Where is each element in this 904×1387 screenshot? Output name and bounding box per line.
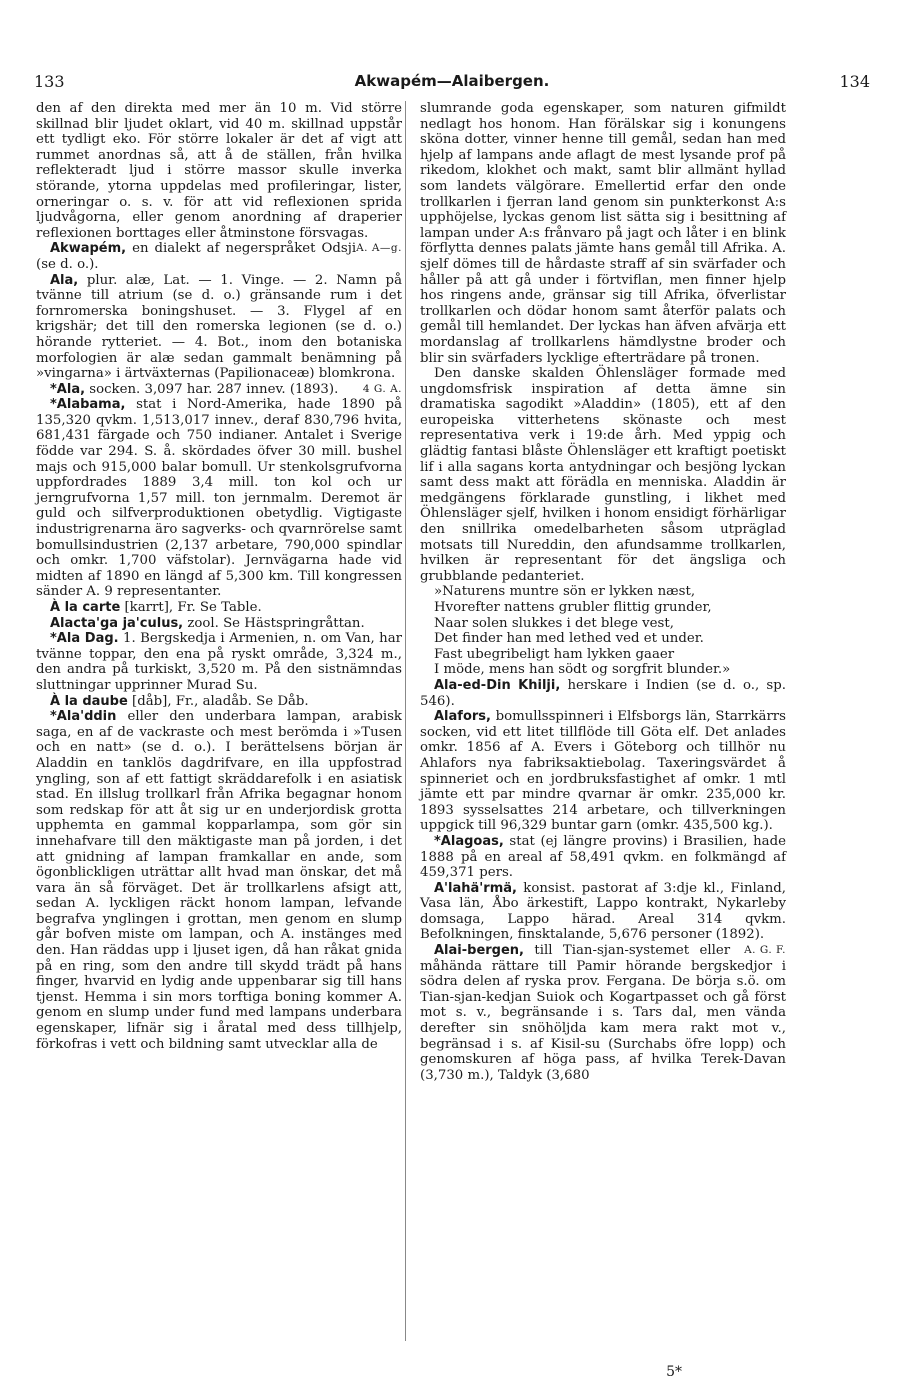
entry-alabama: *Alabama, stat i Nord-Amerika, hade 1890 på 135,320 qvkm. 1,513,017 innev., deraf 830,796 hvita, 681,431 färgade och 750 indianer. Antalet i Sverige födde var 294. S. å. skördades öfver 30 mill. bushel majs och 915,000 balar bomull. Ur stenkolsgrufvorna uppfordrades 1889 3,4 mill. ton kol och ur jerngrufvorna 1,57 mill. ton jernmalm. Deremot är guld och silfverproduktionen obetydlig. Vigtigaste industrigrenarna äro sagverks- och qvarnrörelse samt bomullsindustrien (2,137 arbetare, 790,000 spindlar och omkr. 1,700 väfstolar). Jernvägarna hade vid midten af 1890 en längd af 5,300 km. Till kongressen sänder A. 9 representanter. [36, 397, 402, 600]
entry-a-la-carte: À la carte [karrt], Fr. Se Table. [50, 600, 262, 615]
entry-a-la-daube: À la daube [dåb], Fr., aladåb. Se Dåb. [50, 693, 309, 709]
poem-line: I möde, mens han södt og sorgfrit blunder.» [434, 662, 731, 678]
entry-ala: Ala, plur. alæ, Lat. — 1. Vinge. — 2. Namn på tvänne till atrium (se d. o.) gränsande rum i det fornromerska boningshuset. — 3. Flygel af en krigshär; det till den romerska legionen (se d. o.) hörande rytteriet. — 4. Bot., inom den botaniska morfologien är alæ sedan gammalt benämning på »vingarna» i ärtväxternas (Papilionaceæ) blomkrona. 4 G. A. [36, 273, 402, 382]
signature-mark: 5* [666, 1364, 682, 1380]
headword: *Ala Dag. [50, 631, 119, 647]
continued-paragraph: slumrande goda egenskaper, som naturen gifmildt nedlagt hos honom. Han förälskar sig i konungens sköna dotter, vinner henne till gemål, sedan han med hjelp af lampans ande aflagt de mest lysande prof på rikedom, klokhet och makt, samt blir allmänt hyllad som landets välgörare. Emellertid erfar den onde trollkarlen i fjerran land genom sin punkterkonst A:s upphöjelse, lyckas genom list sätta sig i besittning af lampan under A:s frånvaro på jagt och låter i en blink förflytta dennes palats jämte hans gemål till Afrika. A. sjelf dömes till de hårdaste straff af sin svärfader och håller på att gå under i förtviflan, men finner hjelp hos ringens ande, gränsar sig till Afrika, öfverlistar trollkarlen och dödar honom samt återför palats och gemål till hemlandet. Der lyckas han äfven afvärja ett mordanslag af trollkarlens hämdlystne broder och blir sin svärfaders lycklige efterträdare på tronen. [420, 101, 786, 366]
headword: *Ala'ddin [50, 709, 117, 725]
headword: *Alabama, [50, 397, 126, 413]
author-signature: A. G. F. [744, 944, 786, 957]
headword: *Ala, [50, 381, 86, 397]
entry-alaharma: A'lahä'rmä, konsist. pastorat af 3:dje kl., Finland, Vasa län, Åbo ärkestift, Lappo kontrakt, Nykarleby domsaga, Lappo härad. Areal 314 qvkm. Befolkningen, finsktalande, 5,676 personer (1892). A. G. F. [420, 881, 786, 943]
headword: Ala, [50, 272, 79, 288]
headword: A'lahä'rmä, [434, 880, 517, 896]
page-number-right: 134 [839, 72, 870, 91]
column-divider [405, 101, 406, 1341]
author-signature: 4 G. A. [362, 382, 402, 395]
headword: Alai-bergen, [434, 943, 524, 959]
continued-paragraph: den af den direkta med mer än 10 m. Vid större skillnad blir ljudet oklart, vid 40 m. skillnad uppstår ett tydligt eko. För större lokaler är det af vigt att rummet anordnas så, att å de ställen, från hvilka reflekteradt ljud i större massor skulle inverka störande, ytorna uppdelas med profileringar, lister, orneringar o. s. v. för att vid reflexionen sprida ljudvågorna, eller genom anordning af draperier reflexionen borttages eller åtminstone försvagas. A. A—g. [36, 101, 402, 241]
entry-alafors: Alafors, bomullsspinneri i Elfsborgs län, Starrkärrs socken, vid ett litet tillflöde till Göta elf. Det anlades omkr. 1856 af A. Evers i Göteborg och tillhör nu Ahlafors nya fabriksaktiebolag. Taxeringsvärdet å spinneriet och en jordbruksfastighet af omkr. 1 mtl jämte ett par mindre qvarnar är omkr. 235,000 kr. 1893 sysselsattes 214 arbetare, och tillverkningen uppgick till 96,329 buntar garn (omkr. 435,500 kg.). [420, 709, 786, 834]
entry-alagoas: *Alagoas, stat (ej längre provins) i Brasilien, hade 1888 på en areal af 58,491 qvkm. en folkmängd af 459,371 pers. [420, 833, 786, 881]
page-header [34, 72, 870, 98]
page-number-left: 133 [34, 72, 65, 91]
entry-alactaga: Alacta'ga ja'culus, zool. Se Hästspringråttan. [50, 615, 365, 631]
right-column [420, 101, 786, 1083]
left-column [36, 101, 402, 1052]
poem-line: Hvorefter nattens grubler flittig grunder, [434, 600, 712, 615]
headword: À la daube [50, 693, 128, 709]
headword: *Alagoas, [434, 833, 504, 849]
poem-line: »Naturens muntre sön er lykken næst, [434, 584, 696, 600]
poem-line: Det finder han med lethed ved et under. [434, 631, 704, 647]
entry-aladdin: *Ala'ddin eller den underbara lampan, arabisk saga, en af de vackraste och mest berömda i »Tusen och en natt» (se d. o.). I berättelsens början är Aladdin en tanklös dagdrifvare, en illa uppfostrad yngling, son af ett fattigt skräddarefolk i en asiatisk stad. En illslug trollkarl från Afrika begagnar honom som redskap för att åt sig ur en underjordisk grotta upphemta en gammal kopparlampa, som gör sin innehafvare till den mäktigaste man på jorden, i det att gnidning af lampan framkallar en ande, som ögonblickligen uträttar allt hvad man önskar, det må vara än så förväget. Det är trollkarlens afsigt att, sedan A. lyckligen räckt honom lampan, lefvande begrafva ynglingen i grottan, men genom en slump går bofven miste om lampan, och A. instänges med den. Han räddas upp i ljuset igen, då han råkat gnida på en ring, som den andre till skydd trädt på hans finger, hvarvid en lydig ande uppenbarar sig till hans tjenst. Hemma i sin mors torftiga boning kommer A. genom en slump under fund med lampans underbara egenskaper, lifnär sig i åratal med dess tillhjelp, förkofras i vett och bildning samt utvecklar alla de [36, 709, 402, 1052]
entry-ala-socken: *Ala, socken. 3,097 har. 287 innev. (1893). [50, 381, 339, 397]
headword: Ala-ed-Din Khilji, [434, 677, 561, 693]
poem-quote [420, 584, 786, 678]
headword: Akwapém, [50, 241, 127, 257]
entry-akwapem: Akwapém, en dialekt af negerspråket Odsji (se d. o.). [36, 241, 357, 272]
poem-line: Naar solen slukkes i det blege vest, [434, 615, 674, 631]
author-signature: A. A—g. [356, 242, 402, 255]
paragraph-ohlenslager: Den danske skalden Öhlensläger formade med ungdomsfrisk inspiration af detta ämne sin dramatiska sagodikt »Aladdin» (1805), ett af den europeiska vitterhetens skönaste och mest representativa verk i 19:de årh. Med yppig och glädtig fantasi blåste Öhlensläger ett kraftigt poetiskt lif i alla sagans korta antydningar och besjöng lyckan samt dess makt att förädla en menniska. Aladdin är medgängens förklarade gunstling, i likhet med Öhlensläger sjelf, hvilken i honom ensidigt förhärligar den snillrika omedelbarheten såsom utpräglad motsats till Nureddin, den afundsamme trollkarlen, hvilken är representant för det ängsliga och grubblande pedanteriet. [420, 366, 786, 584]
entry-ala-dag: *Ala Dag. 1. Bergskedja i Armenien, n. om Van, har tvänne toppar, den ena på ryskt område, 3,324 m., den andra på turkiskt, 3,520 m. På den sistnämndas sluttningar upprinner Murad Su. [36, 631, 403, 693]
headword: Alafors, [434, 709, 491, 725]
headword: À la carte [50, 600, 121, 615]
headword: Alacta'ga ja'culus, [50, 615, 184, 631]
entry-alai-bergen: Alai-bergen, till Tian-sjan-systemet eller måhända rättare till Pamir hörande bergskedjor i södra delen af ryska prov. Fergana. De börja s.ö. om Tian-sjan-kedjan Suiok och Kogartpasset och gå först mot s. v., begränsande i s. Tars dal, men vända derefter sin snöhöljda kam mera rakt mot v., begränsad i s. af Kisil-su (Surchabs öfre lopp) och genomskuren af höga pass, af hvilka Terek-Davan (3,730 m.), Taldyk (3,680 [420, 943, 786, 1083]
poem-line: Fast ubegribeligt ham lykken gaaer [434, 646, 675, 662]
running-title: Akwapém—Alaibergen. [354, 72, 550, 90]
entry-ala-ed-din: Ala-ed-Din Khilji, herskare i Indien (se d. o., sp. 546). [420, 677, 786, 709]
